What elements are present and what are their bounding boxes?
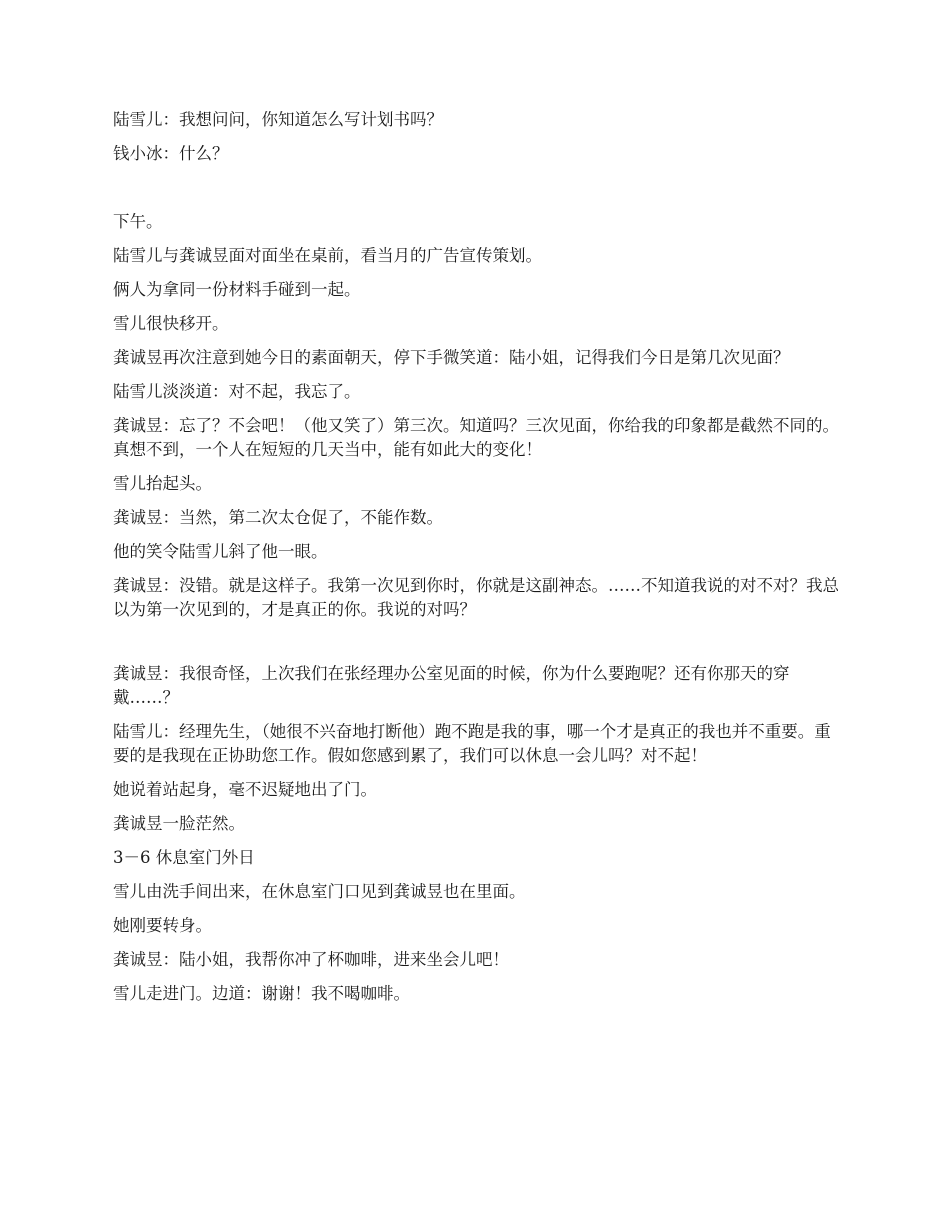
dialogue-line: 陆雪儿：经理先生，（她很不兴奋地打断他）跑不跑是我的事，哪一个才是真正的我也并不重要。重要的是我现在正协助您工作。假如您感到累了，我们可以休息一会儿吗？对不起！ (113, 722, 831, 765)
narration-line: 她刚要转身。 (113, 916, 212, 935)
narration-line: 雪儿走进门。边道：谢谢！我不喝咖啡。 (113, 984, 410, 1003)
dialogue-line: 陆雪儿淡淡道：对不起，我忘了。 (113, 382, 361, 401)
narration-line: 他的笑令陆雪儿斜了他一眼。 (113, 542, 328, 561)
dialogue-line: 龚诚昱再次注意到她今日的素面朝天，停下手微笑道：陆小姐，记得我们今日是第几次见面？ (113, 348, 790, 367)
narration-line: 雪儿很快移开。 (113, 314, 229, 333)
dialogue-line: 龚诚昱：我很奇怪，上次我们在张经理办公室见面的时候，你为什么要跑呢？还有你那天的穿戴……？ (113, 664, 790, 707)
narration-line: 雪儿抬起头。 (113, 474, 212, 493)
scene-time: 下午。 (113, 212, 163, 231)
narration-line: 俩人为拿同一份材料手碰到一起。 (113, 280, 361, 299)
document-page (113, 108, 843, 1016)
dialogue-line: 钱小冰：什么？ (113, 144, 229, 163)
dialogue-line: 陆雪儿：我想问问，你知道怎么写计划书吗？ (113, 110, 443, 129)
narration-line: 陆雪儿与龚诚昱面对面坐在桌前，看当月的广告宣传策划。 (113, 246, 542, 265)
dialogue-line: 龚诚昱：忘了？不会吧！（他又笑了）第三次。知道吗？三次见面，你给我的印象都是截然不同的。真想不到，一个人在短短的几天当中，能有如此大的变化！ (113, 416, 839, 459)
dialogue-line: 龚诚昱：当然，第二次太仓促了，不能作数。 (113, 508, 443, 527)
scene-heading: 3－6 休息室门外日 (113, 848, 255, 867)
narration-line: 雪儿由洗手间出来，在休息室门口见到龚诚昱也在里面。 (113, 882, 526, 901)
narration-line: 她说着站起身，毫不迟疑地出了门。 (113, 780, 377, 799)
dialogue-line: 龚诚昱：没错。就是这样子。我第一次见到你时，你就是这副神态。……不知道我说的对不对？我总以为第一次见到的，才是真正的你。我说的对吗？ (113, 576, 839, 619)
dialogue-line: 龚诚昱：陆小姐，我帮你冲了杯咖啡，进来坐会儿吧！ (113, 950, 509, 969)
narration-line: 龚诚昱一脸茫然。 (113, 814, 245, 833)
